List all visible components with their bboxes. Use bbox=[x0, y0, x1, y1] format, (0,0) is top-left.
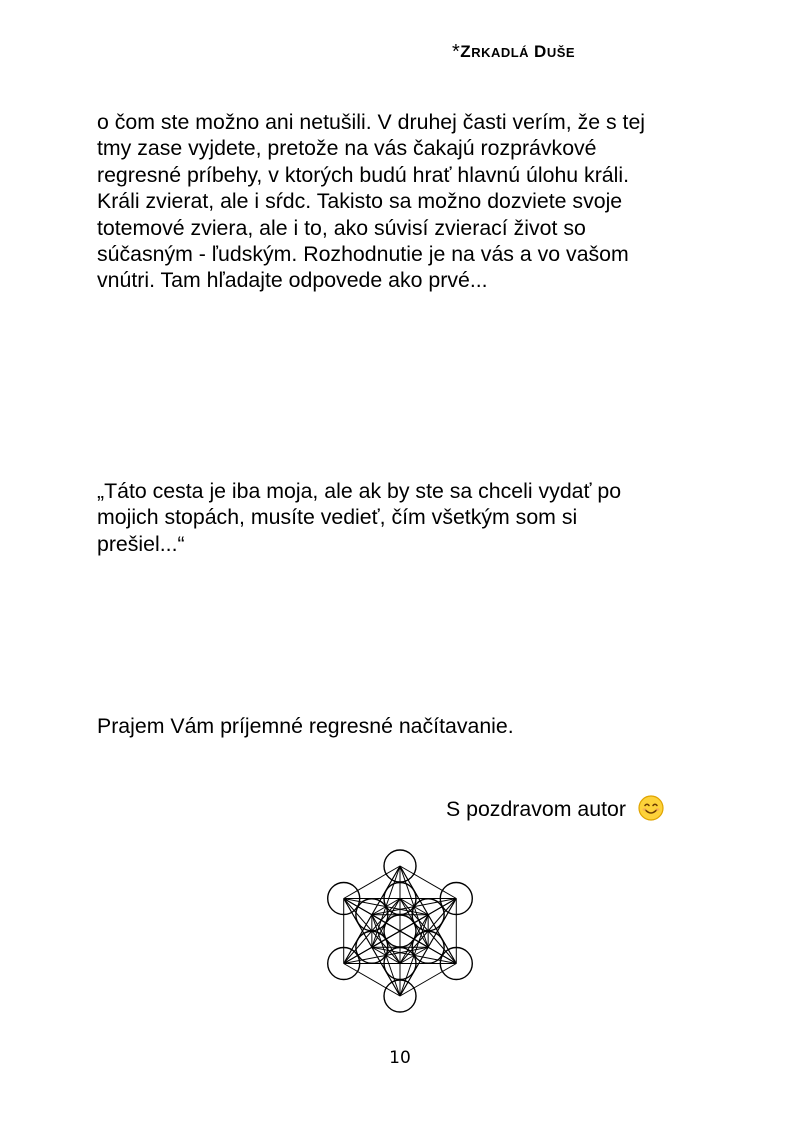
header-word2-rest: UŠE bbox=[546, 45, 576, 60]
quote-paragraph bbox=[97, 478, 697, 557]
text-line: vnútri. Tam hľadajte odpovede ako prvé... bbox=[97, 268, 488, 293]
page-number: 10 bbox=[389, 1048, 411, 1068]
text-line: regresné príbehy, v ktorých budú hrať hlavnú úlohu králi. bbox=[97, 162, 630, 187]
header-letter-z: Z bbox=[460, 42, 472, 61]
text-line: o čom ste možno ani netušili. V druhej časti verím, že s tej bbox=[97, 110, 646, 134]
header-asterisk: * bbox=[452, 41, 461, 63]
smiling-face-icon bbox=[638, 795, 664, 821]
header-letter-d: D bbox=[534, 42, 547, 61]
text-line: Králi zvierat, ale i sŕdc. Takisto sa možno dozviete svoje bbox=[97, 189, 623, 214]
signature bbox=[446, 796, 664, 823]
wish-paragraph: Prajem Vám príjemné regresné načítavanie. bbox=[97, 714, 514, 738]
text-line: tmy zase vyjdete, pretože na vás čakajú rozprávkové bbox=[97, 136, 597, 161]
text-line: „Táto cesta je iba moja, ale ak by ste sa chceli vydať po bbox=[97, 479, 622, 503]
text-line: prešiel...“ bbox=[97, 531, 185, 556]
text-line: mojich stopách, musíte vedieť, čím všetkým som si bbox=[97, 505, 578, 530]
metatrons-cube-icon bbox=[322, 845, 478, 1017]
header-word1-rest: RKADLÁ bbox=[471, 45, 530, 60]
running-header bbox=[452, 40, 575, 63]
text-line: totemové zviera, ale i to, ako súvisí zvierací život so bbox=[97, 215, 586, 240]
intro-paragraph bbox=[97, 109, 697, 294]
signature-text: S pozdravom autor bbox=[446, 797, 626, 821]
text-line: súčasným - ľudským. Rozhodnutie je na vás a vo vašom bbox=[97, 242, 629, 267]
